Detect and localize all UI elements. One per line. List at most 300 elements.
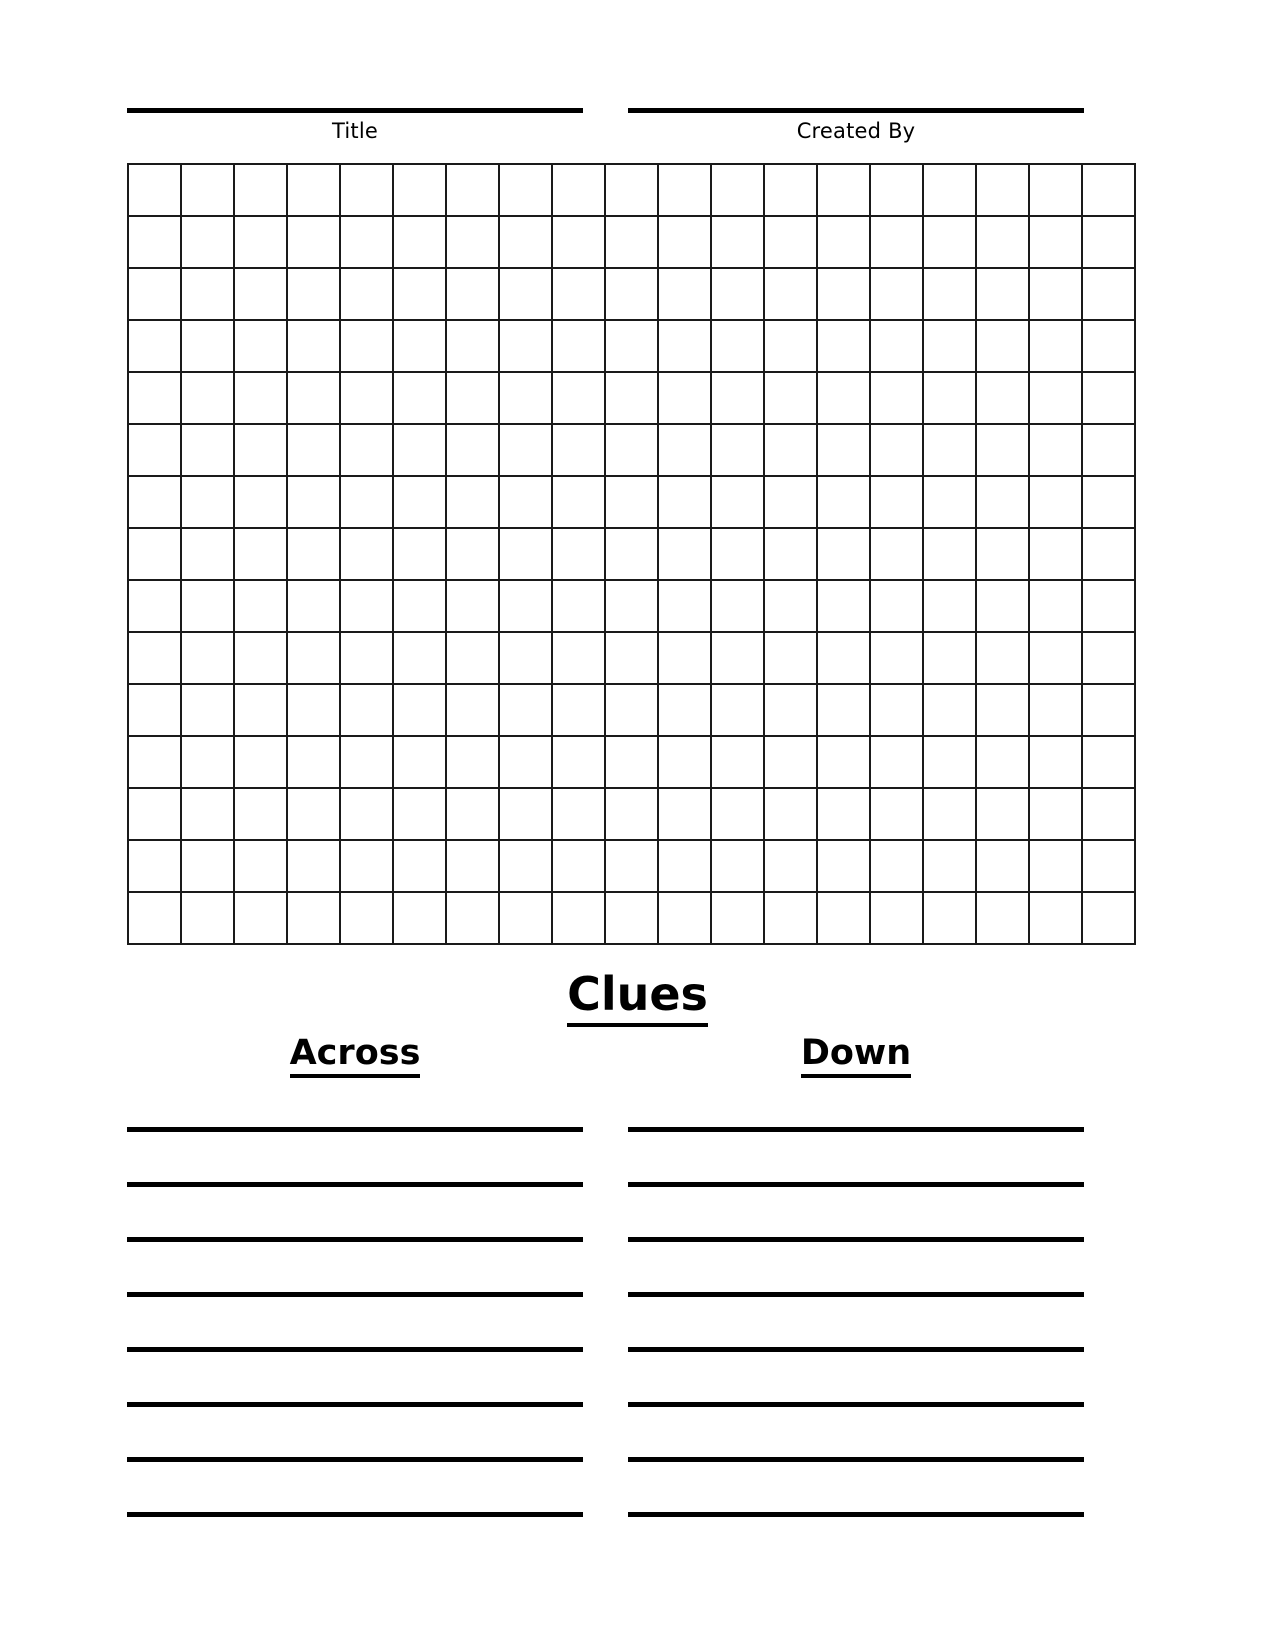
crossword-cell[interactable] (499, 840, 552, 892)
crossword-cell[interactable] (976, 892, 1029, 944)
crossword-cell[interactable] (1082, 840, 1135, 892)
crossword-cell[interactable] (923, 580, 976, 632)
crossword-cell[interactable] (393, 216, 446, 268)
crossword-cell[interactable] (923, 684, 976, 736)
crossword-cell[interactable] (552, 268, 605, 320)
crossword-cell[interactable] (552, 736, 605, 788)
crossword-cell[interactable] (711, 164, 764, 216)
crossword-cell[interactable] (605, 788, 658, 840)
crossword-cell[interactable] (923, 736, 976, 788)
crossword-cell[interactable] (340, 840, 393, 892)
crossword-cell[interactable] (128, 840, 181, 892)
crossword-cell[interactable] (128, 528, 181, 580)
crossword-cell[interactable] (499, 476, 552, 528)
crossword-cell[interactable] (128, 164, 181, 216)
down-clue-line[interactable] (628, 1242, 1084, 1297)
crossword-cell[interactable] (393, 892, 446, 944)
crossword-cell[interactable] (817, 840, 870, 892)
crossword-cell[interactable] (976, 216, 1029, 268)
crossword-cell[interactable] (181, 424, 234, 476)
crossword-cell[interactable] (446, 476, 499, 528)
crossword-cell[interactable] (976, 164, 1029, 216)
crossword-cell[interactable] (1082, 216, 1135, 268)
crossword-grid[interactable] (127, 163, 1084, 915)
crossword-cell[interactable] (658, 372, 711, 424)
crossword-cell[interactable] (181, 164, 234, 216)
crossword-cell[interactable] (923, 268, 976, 320)
crossword-cell[interactable] (605, 164, 658, 216)
crossword-cell[interactable] (181, 580, 234, 632)
crossword-cell[interactable] (976, 736, 1029, 788)
crossword-cell[interactable] (552, 320, 605, 372)
crossword-cell[interactable] (340, 476, 393, 528)
crossword-cell[interactable] (1082, 528, 1135, 580)
crossword-cell[interactable] (287, 216, 340, 268)
crossword-cell[interactable] (1029, 164, 1082, 216)
crossword-cell[interactable] (181, 684, 234, 736)
crossword-cell[interactable] (446, 840, 499, 892)
crossword-cell[interactable] (393, 268, 446, 320)
crossword-cell[interactable] (711, 840, 764, 892)
crossword-cell[interactable] (817, 372, 870, 424)
crossword-cell[interactable] (711, 892, 764, 944)
crossword-cell[interactable] (658, 580, 711, 632)
crossword-cell[interactable] (128, 580, 181, 632)
crossword-cell[interactable] (128, 632, 181, 684)
crossword-cell[interactable] (234, 736, 287, 788)
crossword-cell[interactable] (817, 736, 870, 788)
crossword-cell[interactable] (817, 268, 870, 320)
crossword-cell[interactable] (764, 164, 817, 216)
crossword-cell[interactable] (340, 424, 393, 476)
crossword-cell[interactable] (287, 892, 340, 944)
crossword-cell[interactable] (923, 892, 976, 944)
crossword-cell[interactable] (817, 528, 870, 580)
title-write-line[interactable] (127, 108, 583, 113)
crossword-cell[interactable] (552, 684, 605, 736)
crossword-cell[interactable] (181, 736, 234, 788)
crossword-cell[interactable] (340, 372, 393, 424)
crossword-cell[interactable] (764, 216, 817, 268)
crossword-cell[interactable] (1082, 372, 1135, 424)
crossword-cell[interactable] (234, 424, 287, 476)
crossword-cell[interactable] (870, 892, 923, 944)
crossword-cell[interactable] (234, 892, 287, 944)
crossword-cell[interactable] (870, 840, 923, 892)
crossword-cell[interactable] (287, 632, 340, 684)
crossword-cell[interactable] (605, 736, 658, 788)
crossword-cell[interactable] (1082, 320, 1135, 372)
crossword-cell[interactable] (446, 892, 499, 944)
crossword-cell[interactable] (393, 476, 446, 528)
crossword-cell[interactable] (605, 476, 658, 528)
across-clue-lines[interactable] (127, 1112, 583, 1517)
crossword-cell[interactable] (128, 320, 181, 372)
crossword-grid-table[interactable] (127, 163, 1136, 945)
crossword-cell[interactable] (499, 216, 552, 268)
crossword-cell[interactable] (870, 580, 923, 632)
crossword-cell[interactable] (605, 580, 658, 632)
crossword-cell[interactable] (711, 320, 764, 372)
crossword-cell[interactable] (499, 580, 552, 632)
crossword-cell[interactable] (393, 424, 446, 476)
created-by-field[interactable] (628, 108, 1084, 143)
crossword-cell[interactable] (658, 320, 711, 372)
crossword-cell[interactable] (870, 736, 923, 788)
crossword-cell[interactable] (234, 580, 287, 632)
crossword-cell[interactable] (923, 476, 976, 528)
crossword-cell[interactable] (870, 164, 923, 216)
crossword-cell[interactable] (817, 632, 870, 684)
crossword-cell[interactable] (446, 216, 499, 268)
crossword-cell[interactable] (976, 632, 1029, 684)
crossword-cell[interactable] (393, 788, 446, 840)
crossword-cell[interactable] (870, 320, 923, 372)
crossword-cell[interactable] (234, 268, 287, 320)
crossword-cell[interactable] (923, 164, 976, 216)
across-clue-line[interactable] (127, 1187, 583, 1242)
across-clue-line[interactable] (127, 1352, 583, 1407)
crossword-cell[interactable] (658, 268, 711, 320)
crossword-cell[interactable] (552, 788, 605, 840)
down-clue-line[interactable] (628, 1462, 1084, 1517)
title-field[interactable] (127, 108, 583, 143)
crossword-cell[interactable] (446, 528, 499, 580)
crossword-cell[interactable] (764, 268, 817, 320)
crossword-cell[interactable] (340, 216, 393, 268)
crossword-cell[interactable] (287, 424, 340, 476)
crossword-cell[interactable] (923, 788, 976, 840)
crossword-cell[interactable] (287, 372, 340, 424)
crossword-cell[interactable] (552, 528, 605, 580)
crossword-cell[interactable] (552, 476, 605, 528)
crossword-cell[interactable] (1029, 840, 1082, 892)
crossword-cell[interactable] (711, 788, 764, 840)
created-by-write-line[interactable] (628, 108, 1084, 113)
crossword-cell[interactable] (1029, 268, 1082, 320)
crossword-cell[interactable] (446, 320, 499, 372)
crossword-cell[interactable] (234, 476, 287, 528)
crossword-cell[interactable] (340, 528, 393, 580)
crossword-cell[interactable] (287, 528, 340, 580)
crossword-cell[interactable] (287, 736, 340, 788)
crossword-cell[interactable] (1029, 788, 1082, 840)
crossword-cell[interactable] (128, 424, 181, 476)
crossword-cell[interactable] (764, 580, 817, 632)
crossword-cell[interactable] (128, 372, 181, 424)
crossword-cell[interactable] (764, 788, 817, 840)
crossword-cell[interactable] (340, 788, 393, 840)
crossword-cell[interactable] (446, 164, 499, 216)
crossword-cell[interactable] (393, 528, 446, 580)
crossword-cell[interactable] (923, 840, 976, 892)
crossword-cell[interactable] (552, 580, 605, 632)
crossword-cell[interactable] (976, 320, 1029, 372)
crossword-cell[interactable] (658, 216, 711, 268)
crossword-cell[interactable] (764, 736, 817, 788)
crossword-cell[interactable] (711, 736, 764, 788)
crossword-cell[interactable] (234, 320, 287, 372)
crossword-cell[interactable] (711, 476, 764, 528)
crossword-cell[interactable] (1082, 476, 1135, 528)
crossword-cell[interactable] (446, 788, 499, 840)
crossword-cell[interactable] (393, 320, 446, 372)
crossword-cell[interactable] (499, 424, 552, 476)
crossword-cell[interactable] (1082, 788, 1135, 840)
crossword-cell[interactable] (446, 424, 499, 476)
crossword-cell[interactable] (552, 372, 605, 424)
crossword-cell[interactable] (181, 320, 234, 372)
crossword-cell[interactable] (499, 528, 552, 580)
crossword-cell[interactable] (446, 580, 499, 632)
crossword-cell[interactable] (340, 268, 393, 320)
crossword-cell[interactable] (817, 320, 870, 372)
crossword-cell[interactable] (658, 424, 711, 476)
crossword-cell[interactable] (711, 424, 764, 476)
crossword-cell[interactable] (1082, 892, 1135, 944)
across-clue-line[interactable] (127, 1297, 583, 1352)
crossword-cell[interactable] (605, 840, 658, 892)
crossword-cell[interactable] (870, 424, 923, 476)
crossword-cell[interactable] (711, 684, 764, 736)
crossword-cell[interactable] (764, 632, 817, 684)
down-clue-lines[interactable] (628, 1112, 1084, 1517)
crossword-cell[interactable] (658, 788, 711, 840)
crossword-cell[interactable] (605, 528, 658, 580)
crossword-cell[interactable] (764, 476, 817, 528)
crossword-cell[interactable] (870, 632, 923, 684)
crossword-cell[interactable] (234, 684, 287, 736)
crossword-cell[interactable] (1082, 632, 1135, 684)
crossword-cell[interactable] (552, 892, 605, 944)
crossword-cell[interactable] (128, 216, 181, 268)
crossword-cell[interactable] (817, 216, 870, 268)
crossword-cell[interactable] (605, 684, 658, 736)
down-clue-line[interactable] (628, 1112, 1084, 1132)
crossword-cell[interactable] (870, 372, 923, 424)
crossword-cell[interactable] (340, 892, 393, 944)
crossword-cell[interactable] (605, 268, 658, 320)
crossword-cell[interactable] (287, 788, 340, 840)
crossword-cell[interactable] (128, 736, 181, 788)
crossword-cell[interactable] (817, 476, 870, 528)
crossword-cell[interactable] (711, 216, 764, 268)
crossword-cell[interactable] (711, 372, 764, 424)
crossword-cell[interactable] (1029, 580, 1082, 632)
crossword-cell[interactable] (393, 164, 446, 216)
crossword-cell[interactable] (923, 424, 976, 476)
crossword-cell[interactable] (1029, 372, 1082, 424)
crossword-cell[interactable] (605, 424, 658, 476)
crossword-cell[interactable] (499, 892, 552, 944)
crossword-cell[interactable] (976, 424, 1029, 476)
crossword-cell[interactable] (552, 216, 605, 268)
crossword-cell[interactable] (817, 892, 870, 944)
crossword-cell[interactable] (817, 788, 870, 840)
crossword-cell[interactable] (340, 684, 393, 736)
crossword-cell[interactable] (976, 840, 1029, 892)
crossword-cell[interactable] (393, 632, 446, 684)
crossword-cell[interactable] (1029, 684, 1082, 736)
crossword-cell[interactable] (764, 528, 817, 580)
crossword-cell[interactable] (287, 320, 340, 372)
crossword-cell[interactable] (658, 840, 711, 892)
crossword-cell[interactable] (711, 632, 764, 684)
crossword-cell[interactable] (817, 684, 870, 736)
crossword-cell[interactable] (340, 164, 393, 216)
crossword-cell[interactable] (499, 684, 552, 736)
crossword-cell[interactable] (870, 684, 923, 736)
crossword-cell[interactable] (923, 216, 976, 268)
crossword-cell[interactable] (605, 216, 658, 268)
crossword-cell[interactable] (923, 320, 976, 372)
crossword-cell[interactable] (181, 476, 234, 528)
crossword-cell[interactable] (605, 632, 658, 684)
crossword-cell[interactable] (870, 476, 923, 528)
crossword-cell[interactable] (287, 164, 340, 216)
crossword-cell[interactable] (287, 580, 340, 632)
crossword-cell[interactable] (234, 632, 287, 684)
crossword-cell[interactable] (1029, 632, 1082, 684)
crossword-cell[interactable] (764, 320, 817, 372)
crossword-cell[interactable] (234, 216, 287, 268)
crossword-cell[interactable] (1029, 892, 1082, 944)
crossword-cell[interactable] (181, 788, 234, 840)
crossword-cell[interactable] (1029, 216, 1082, 268)
crossword-cell[interactable] (1029, 320, 1082, 372)
crossword-cell[interactable] (446, 268, 499, 320)
crossword-cell[interactable] (499, 788, 552, 840)
crossword-cell[interactable] (340, 632, 393, 684)
crossword-cell[interactable] (234, 164, 287, 216)
crossword-cell[interactable] (976, 528, 1029, 580)
crossword-cell[interactable] (1082, 580, 1135, 632)
crossword-cell[interactable] (658, 528, 711, 580)
crossword-cell[interactable] (764, 892, 817, 944)
crossword-cell[interactable] (1082, 424, 1135, 476)
crossword-cell[interactable] (1029, 528, 1082, 580)
crossword-cell[interactable] (764, 684, 817, 736)
crossword-cell[interactable] (446, 632, 499, 684)
crossword-cell[interactable] (287, 840, 340, 892)
crossword-cell[interactable] (552, 632, 605, 684)
crossword-cell[interactable] (499, 164, 552, 216)
crossword-cell[interactable] (287, 268, 340, 320)
across-clue-line[interactable] (127, 1132, 583, 1187)
crossword-cell[interactable] (976, 476, 1029, 528)
crossword-cell[interactable] (499, 320, 552, 372)
crossword-cell[interactable] (181, 892, 234, 944)
crossword-cell[interactable] (711, 580, 764, 632)
crossword-cell[interactable] (128, 892, 181, 944)
across-clue-line[interactable] (127, 1407, 583, 1462)
crossword-cell[interactable] (499, 632, 552, 684)
crossword-cell[interactable] (658, 632, 711, 684)
crossword-cell[interactable] (181, 372, 234, 424)
down-clue-line[interactable] (628, 1352, 1084, 1407)
crossword-cell[interactable] (764, 840, 817, 892)
down-clue-line[interactable] (628, 1132, 1084, 1187)
crossword-cell[interactable] (1082, 268, 1135, 320)
crossword-cell[interactable] (711, 268, 764, 320)
across-clue-line[interactable] (127, 1112, 583, 1132)
crossword-cell[interactable] (446, 736, 499, 788)
crossword-cell[interactable] (393, 684, 446, 736)
crossword-cell[interactable] (1029, 476, 1082, 528)
down-clue-line[interactable] (628, 1407, 1084, 1462)
crossword-cell[interactable] (393, 580, 446, 632)
crossword-cell[interactable] (128, 788, 181, 840)
crossword-cell[interactable] (658, 684, 711, 736)
crossword-cell[interactable] (128, 268, 181, 320)
crossword-cell[interactable] (499, 372, 552, 424)
crossword-cell[interactable] (181, 216, 234, 268)
crossword-cell[interactable] (923, 372, 976, 424)
crossword-cell[interactable] (340, 320, 393, 372)
crossword-cell[interactable] (923, 528, 976, 580)
crossword-cell[interactable] (181, 268, 234, 320)
crossword-cell[interactable] (287, 476, 340, 528)
crossword-cell[interactable] (128, 684, 181, 736)
crossword-cell[interactable] (1029, 424, 1082, 476)
crossword-cell[interactable] (1082, 684, 1135, 736)
crossword-cell[interactable] (658, 736, 711, 788)
crossword-cell[interactable] (234, 528, 287, 580)
crossword-cell[interactable] (181, 632, 234, 684)
crossword-cell[interactable] (923, 632, 976, 684)
crossword-cell[interactable] (658, 892, 711, 944)
crossword-cell[interactable] (340, 580, 393, 632)
crossword-cell[interactable] (976, 372, 1029, 424)
crossword-cell[interactable] (605, 320, 658, 372)
crossword-cell[interactable] (605, 892, 658, 944)
crossword-cell[interactable] (658, 476, 711, 528)
crossword-cell[interactable] (234, 788, 287, 840)
crossword-cell[interactable] (817, 164, 870, 216)
crossword-cell[interactable] (446, 372, 499, 424)
crossword-cell[interactable] (181, 528, 234, 580)
crossword-cell[interactable] (552, 164, 605, 216)
crossword-cell[interactable] (234, 372, 287, 424)
crossword-cell[interactable] (817, 424, 870, 476)
crossword-cell[interactable] (976, 684, 1029, 736)
crossword-cell[interactable] (976, 268, 1029, 320)
across-clue-line[interactable] (127, 1462, 583, 1517)
crossword-cell[interactable] (870, 216, 923, 268)
crossword-cell[interactable] (499, 736, 552, 788)
across-clue-line[interactable] (127, 1242, 583, 1297)
crossword-cell[interactable] (1082, 164, 1135, 216)
crossword-cell[interactable] (1082, 736, 1135, 788)
crossword-cell[interactable] (711, 528, 764, 580)
crossword-cell[interactable] (234, 840, 287, 892)
down-clue-line[interactable] (628, 1297, 1084, 1352)
crossword-cell[interactable] (287, 684, 340, 736)
crossword-cell[interactable] (446, 684, 499, 736)
crossword-cell[interactable] (817, 580, 870, 632)
crossword-cell[interactable] (764, 372, 817, 424)
crossword-cell[interactable] (552, 424, 605, 476)
crossword-cell[interactable] (870, 788, 923, 840)
crossword-cell[interactable] (340, 736, 393, 788)
crossword-cell[interactable] (181, 840, 234, 892)
crossword-cell[interactable] (393, 372, 446, 424)
crossword-cell[interactable] (605, 372, 658, 424)
crossword-cell[interactable] (128, 476, 181, 528)
crossword-cell[interactable] (499, 268, 552, 320)
crossword-cell[interactable] (976, 788, 1029, 840)
crossword-cell[interactable] (1029, 736, 1082, 788)
